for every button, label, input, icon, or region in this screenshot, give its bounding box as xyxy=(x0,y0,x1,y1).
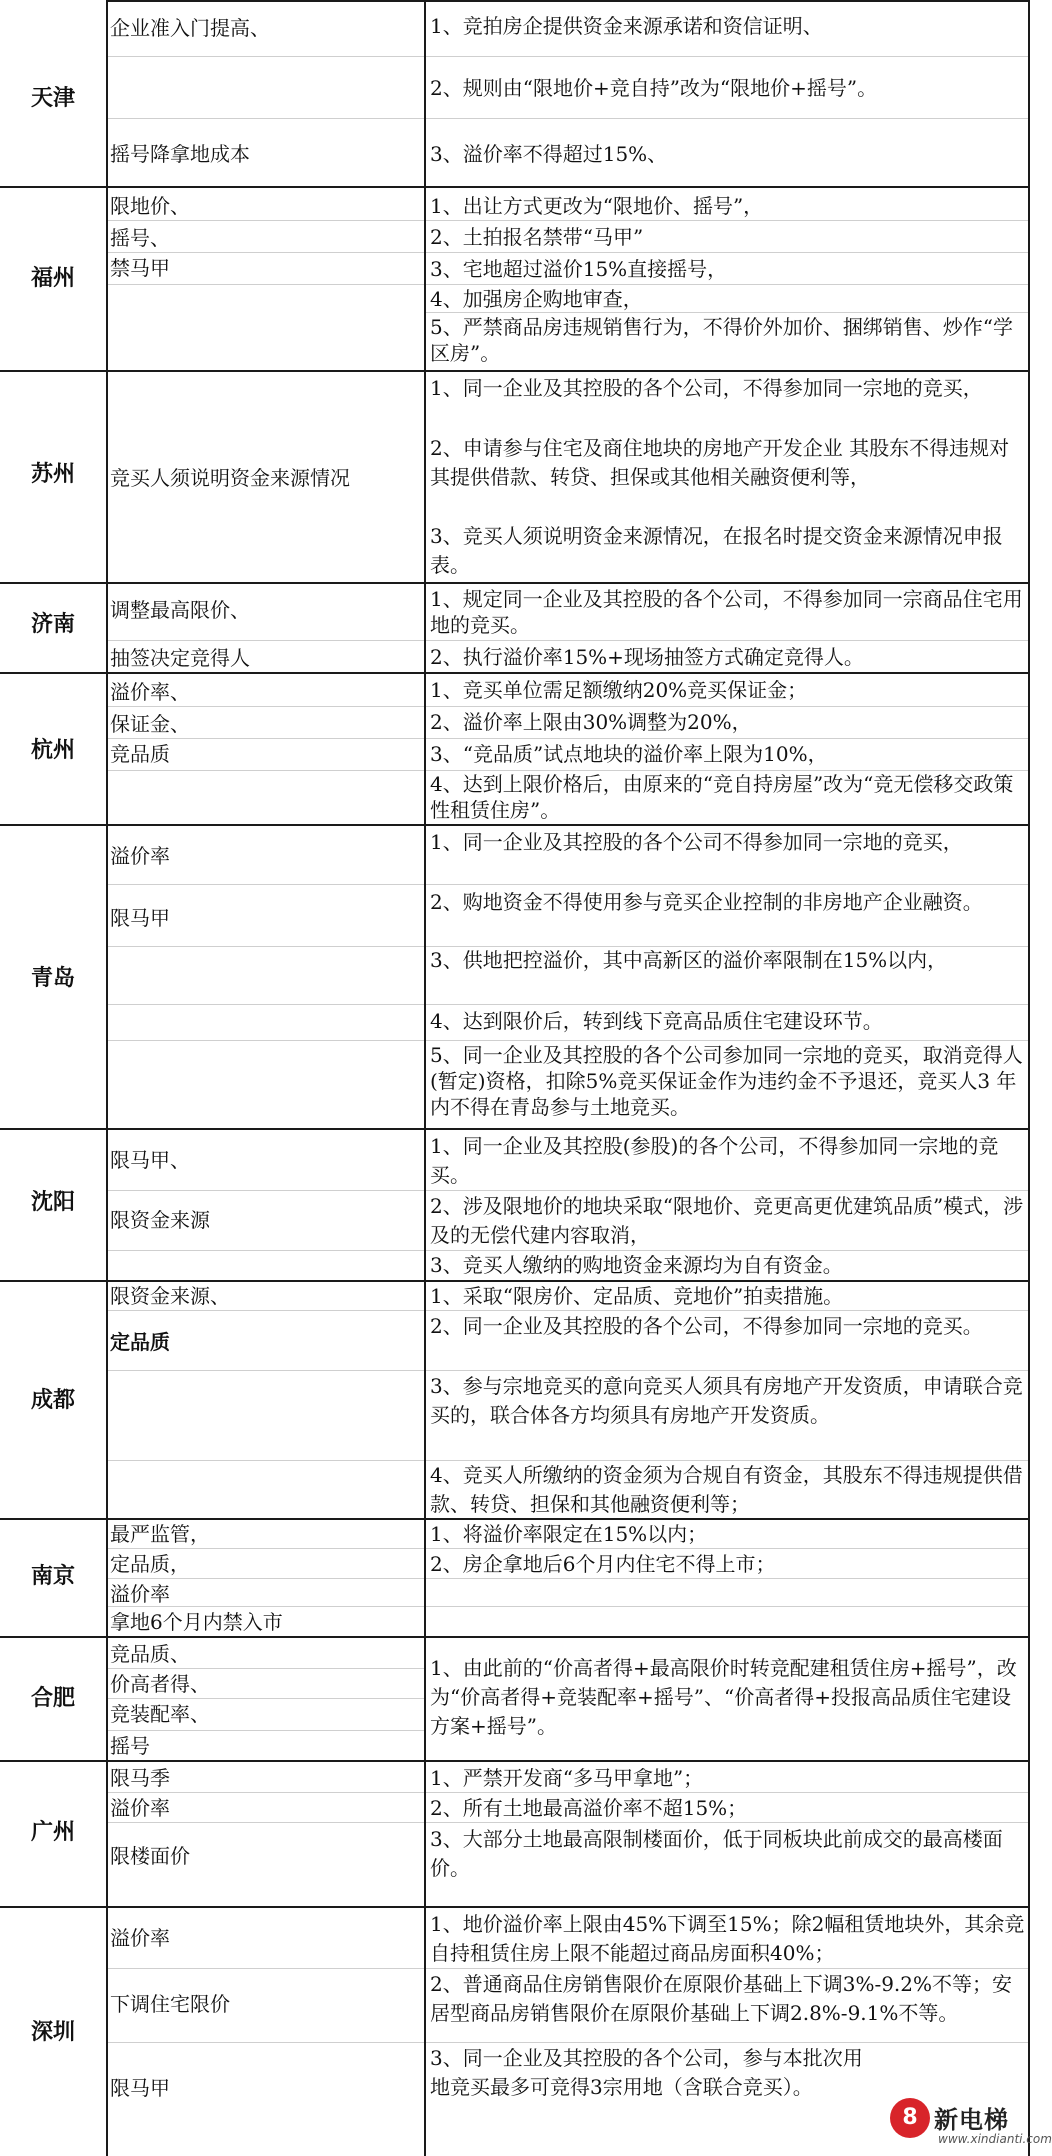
sub-row-line xyxy=(108,1190,424,1191)
measure-text: 溢价率、 xyxy=(110,680,190,704)
sub-row-line xyxy=(108,1606,424,1607)
detail-text: 2、申请参与住宅及商住地块的房地产开发企业 其股东不得违规对其提供借款、转贷、担保或其他相关融资便利等， xyxy=(430,436,1010,489)
measure-text: 摇号降拿地成本 xyxy=(110,142,250,166)
detail-text: 3、竞买人缴纳的购地资金来源均为自有资金。 xyxy=(430,1253,843,1277)
measure-text: 限楼面价 xyxy=(110,1844,190,1868)
col-divider-3 xyxy=(1028,0,1030,2156)
sub-row-line xyxy=(108,884,424,885)
sub-row-line xyxy=(426,738,1028,739)
detail-text: 5、同一企业及其控股的各个公司参加同一宗地的竞买，取消竞得人(暂定)资格，扣除5%竞买保证金作为违约金不予退还，竞买人3 年内不得在青岛参与土地竞买。 xyxy=(430,1043,1023,1119)
sub-row-line xyxy=(108,770,424,771)
measure-text: 最严监管， xyxy=(110,1522,210,1546)
watermark-logo xyxy=(888,2096,1052,2152)
detail-text: 1、竞买单位需足额缴纳20%竞买保证金； xyxy=(430,678,808,702)
row-border xyxy=(0,824,1030,826)
logo-url: www.xindianti.com xyxy=(938,2132,1052,2146)
detail-text: 3、“竞品质”试点地块的溢价率上限为10%， xyxy=(430,742,828,766)
row-border xyxy=(0,672,1030,674)
detail-text: 3、参与宗地竞买的意向竞买人须具有房地产开发资质，申请联合竞买的，联合体各方均须具有房地产开发资质。 xyxy=(430,1374,1023,1427)
measure-text: 抽签决定竞得人 xyxy=(110,646,250,670)
sub-row-line xyxy=(426,118,1028,119)
detail-text: 1、同一企业及其控股的各个公司不得参加同一宗地的竞买， xyxy=(430,830,963,854)
detail-text: 3、供地把控溢价，其中高新区的溢价率限制在15%以内， xyxy=(430,948,948,972)
logo-mark: 8 xyxy=(890,2098,930,2138)
row-border xyxy=(0,1128,1030,1130)
measure-text: 保证金、 xyxy=(110,712,190,736)
detail-text: 2、涉及限地价的地块采取“限地价、竞更高更优建筑品质”模式，涉及的无偿代建内容取消， xyxy=(430,1194,1024,1247)
sub-row-line xyxy=(426,1040,1028,1041)
sub-row-line xyxy=(426,640,1028,641)
city-name: 深圳 xyxy=(30,2020,75,2045)
sub-row-line xyxy=(426,1190,1028,1191)
city-name: 成都 xyxy=(30,1388,75,1413)
measure-text: 摇号 xyxy=(110,1734,150,1758)
detail-text: 2、普通商品住房销售限价在原限价基础上下调3%-9.2%不等；安居型商品房销售限价在原限价基础上下调2.8%-9.1%不等。 xyxy=(430,1972,1013,2025)
sub-row-line xyxy=(426,252,1028,253)
detail-text: 2、购地资金不得使用参与竞买企业控制的非房地产企业融资。 xyxy=(430,890,983,914)
detail-text: 4、达到上限价格后，由原来的“竞自持房屋”改为“竞无偿移交政策性租赁住房”。 xyxy=(430,772,1014,822)
measure-text: 限地价、 xyxy=(110,194,190,218)
sub-row-line xyxy=(108,1310,424,1311)
city-name: 杭州 xyxy=(30,738,75,763)
row-border xyxy=(0,186,1030,188)
sub-row-line xyxy=(108,1004,424,1005)
measure-text: 竞买人须说明资金来源情况 xyxy=(110,466,350,490)
sub-row-line xyxy=(108,738,424,739)
sub-row-line xyxy=(108,1968,424,1969)
detail-text: 1、同一企业及其控股(参股)的各个公司，不得参加同一宗地的竞买。 xyxy=(430,1134,999,1187)
sub-row-line xyxy=(108,1698,424,1699)
detail-text: 5、严禁商品房违规销售行为，不得价外加价、捆绑销售、炒作“学区房”。 xyxy=(430,315,1013,365)
detail-text: 1、地价溢价率上限由45%下调至15%；除2幅租赁地块外，其余竞自持租赁住房上限不能超过商品房面积40%； xyxy=(430,1912,1025,1965)
detail-text: 1、规定同一企业及其控股的各个公司，不得参加同一宗商品住宅用地的竞买。 xyxy=(430,587,1023,637)
row-border xyxy=(0,1760,1030,1762)
measure-text: 调整最高限价、 xyxy=(110,598,250,622)
sub-row-line xyxy=(108,1250,424,1251)
sub-row-line xyxy=(108,1578,424,1579)
detail-text: 2、规则由“限地价+竞自持”改为“限地价+摇号”。 xyxy=(430,76,878,100)
detail-text: 1、将溢价率限定在15%以内； xyxy=(430,1522,708,1546)
row-border xyxy=(0,370,1030,372)
detail-text: 1、竞拍房企提供资金来源承诺和资信证明、 xyxy=(430,14,823,38)
sub-row-line xyxy=(108,1668,424,1669)
detail-text: 2、溢价率上限由30%调整为20%， xyxy=(430,710,752,734)
measure-text: 摇号、 xyxy=(110,226,170,250)
sub-row-line xyxy=(426,1370,1028,1371)
row-border xyxy=(0,1906,1030,1908)
sub-row-line xyxy=(108,118,424,119)
measure-text: 拿地6个月内禁入市 xyxy=(110,1610,283,1634)
city-name: 济南 xyxy=(30,612,75,637)
sub-row-line xyxy=(426,1606,1028,1607)
measure-text: 限资金来源、 xyxy=(110,1284,230,1308)
detail-text: 1、严禁开发商“多马甲拿地”； xyxy=(430,1766,704,1790)
measure-text: 价高者得、 xyxy=(110,1672,210,1696)
sub-row-line xyxy=(108,1370,424,1371)
sub-row-line xyxy=(426,884,1028,885)
city-name: 沈阳 xyxy=(30,1190,75,1215)
city-name: 南京 xyxy=(30,1564,75,1589)
measure-text: 禁马甲 xyxy=(110,256,170,280)
sub-row-line xyxy=(108,1548,424,1549)
measure-text: 限马甲、 xyxy=(110,1148,190,1172)
row-border xyxy=(106,0,1030,2)
measure-text: 溢价率 xyxy=(110,1582,170,1606)
sub-row-line xyxy=(108,1822,424,1823)
detail-text: 1、同一企业及其控股的各个公司，不得参加同一宗地的竞买， xyxy=(430,376,983,400)
detail-text: 1、出让方式更改为“限地价、摇号”， xyxy=(430,194,764,218)
city-name: 天津 xyxy=(30,86,75,111)
detail-text: 4、达到限价后，转到线下竞高品质住宅建设环节。 xyxy=(430,1009,883,1033)
sub-row-line xyxy=(426,706,1028,707)
measure-text: 限资金来源 xyxy=(110,1208,210,1232)
row-border xyxy=(0,1636,1030,1638)
measure-text: 竞装配率、 xyxy=(110,1702,210,1726)
sub-row-line xyxy=(108,1460,424,1461)
measure-text: 企业准入门提高、 xyxy=(110,16,270,40)
sub-row-line xyxy=(108,946,424,947)
detail-text: 3、同一企业及其控股的各个公司，参与本批次用地竞买最多可竞得3宗用地（含联合竞买）。 xyxy=(430,2046,863,2099)
city-name: 合肥 xyxy=(30,1686,75,1711)
sub-row-line xyxy=(426,1968,1028,1969)
row-border xyxy=(0,582,1030,584)
sub-row-line xyxy=(108,640,424,641)
col-divider-1 xyxy=(106,0,108,2156)
detail-text: 1、采取“限房价、定品质、竞地价”拍卖措施。 xyxy=(430,1284,844,1308)
city-name: 青岛 xyxy=(30,966,75,991)
sub-row-line xyxy=(426,56,1028,57)
measure-text: 定品质， xyxy=(110,1552,190,1576)
sub-row-line xyxy=(108,1040,424,1041)
measure-text: 定品质 xyxy=(110,1330,170,1354)
city-name: 福州 xyxy=(30,266,75,291)
detail-text: 2、同一企业及其控股的各个公司，不得参加同一宗地的竞买。 xyxy=(430,1314,983,1338)
sub-row-line xyxy=(426,1004,1028,1005)
detail-text: 2、所有土地最高溢价率不超15%； xyxy=(430,1796,748,1820)
city-name: 苏州 xyxy=(30,462,75,487)
sub-row-line xyxy=(108,56,424,57)
detail-text: 4、竞买人所缴纳的资金须为合规自有资金，其股东不得违规提供借款、转贷、担保和其他融资便利等； xyxy=(430,1463,1023,1516)
detail-text: 2、房企拿地后6个月内住宅不得上市； xyxy=(430,1552,776,1576)
sub-row-line xyxy=(108,252,424,253)
detail-text: 3、溢价率不得超过15%、 xyxy=(430,142,668,166)
detail-text: 2、执行溢价率15%+现场抽签方式确定竞得人。 xyxy=(430,645,864,669)
detail-text: 3、竞买人须说明资金来源情况，在报名时提交资金来源情况申报表。 xyxy=(430,524,1003,577)
detail-text: 3、大部分土地最高限制楼面价，低于同板块此前成交的最高楼面价。 xyxy=(430,1827,1003,1880)
measure-text: 竞品质、 xyxy=(110,1642,190,1666)
detail-text: 4、加强房企购地审查， xyxy=(430,287,643,311)
measure-text: 竞品质 xyxy=(110,742,170,766)
col-divider-2 xyxy=(424,0,426,2156)
measure-text: 限马甲 xyxy=(110,906,170,930)
sub-row-line xyxy=(108,284,424,285)
sub-row-line xyxy=(108,1792,424,1793)
measure-text: 限马季 xyxy=(110,1766,170,1790)
measure-text: 溢价率 xyxy=(110,1796,170,1820)
detail-text: 2、土拍报名禁带“马甲” xyxy=(430,225,644,249)
measure-text: 溢价率 xyxy=(110,844,170,868)
sub-row-line xyxy=(108,2042,424,2043)
city-name: 广州 xyxy=(30,1820,75,1845)
sub-row-line xyxy=(108,1730,424,1731)
sub-row-line xyxy=(108,706,424,707)
logo-name: 新电梯 xyxy=(934,2106,1009,2134)
measure-text: 溢价率 xyxy=(110,1926,170,1950)
detail-text: 1、由此前的“价高者得+最高限价时转竞配建租赁住房+摇号”，改为“价高者得+竞装配率+摇号”、“价高者得+投报高品质住宅建设方案+摇号”。 xyxy=(430,1656,1017,1738)
measure-text: 限马甲 xyxy=(110,2076,170,2100)
detail-text: 3、宅地超过溢价15%直接摇号， xyxy=(430,257,728,281)
measure-text: 下调住宅限价 xyxy=(110,1992,230,2016)
sub-row-line xyxy=(108,220,424,221)
sub-row-line xyxy=(426,2042,1028,2043)
